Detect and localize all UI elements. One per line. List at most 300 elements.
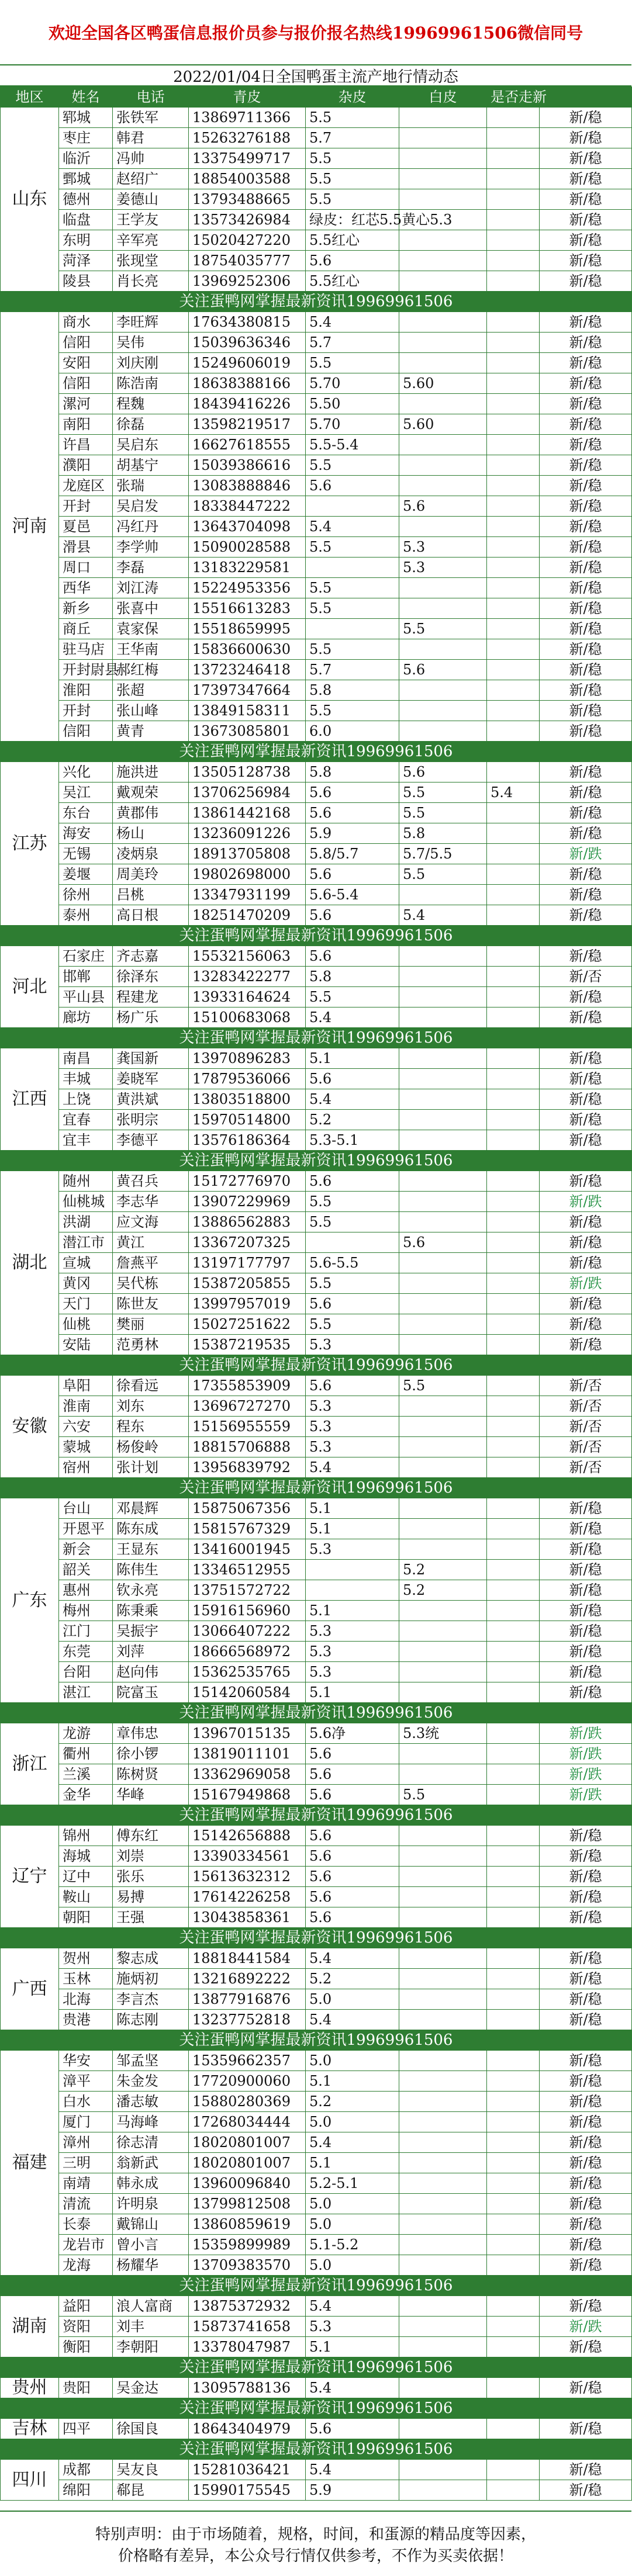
- price-table: [0, 86, 632, 2501]
- cell-city: 鞍山: [59, 1887, 113, 1907]
- cell-mixed-shell: [399, 1498, 487, 1519]
- cell-region: 辽宁: [1, 1826, 59, 1928]
- cell-city: 阜阳: [59, 1376, 113, 1396]
- table-body: [1, 108, 632, 2501]
- table-row: [1, 1826, 632, 1846]
- table-row: [1, 2010, 632, 2030]
- cell-city: 仙桃城: [59, 1192, 113, 1212]
- cell-green-shell: 5.9: [306, 823, 399, 844]
- cell-green-shell: 5.5: [306, 1273, 399, 1294]
- table-row: [1, 1662, 632, 1682]
- cell-phone: 13367207325: [189, 1232, 306, 1253]
- cell-green-shell: 5.5: [306, 987, 399, 1007]
- cell-green-shell: 5.6: [306, 1376, 399, 1396]
- cell-trend: 新/稳: [540, 2337, 632, 2357]
- cell-phone: 15518659995: [189, 619, 306, 639]
- table-row: [1, 2153, 632, 2173]
- promo-banner: 关注蛋鸭网掌握最新资讯19969961506: [1, 1478, 632, 1498]
- cell-city: 商丘: [59, 619, 113, 639]
- cell-phone: 13860859619: [189, 2214, 306, 2235]
- promo-banner-row: [1, 1151, 632, 1171]
- cell-city: 宜丰: [59, 1130, 113, 1151]
- cell-mixed-shell: [399, 108, 487, 128]
- cell-phone: 15039636346: [189, 333, 306, 353]
- cell-white-shell: [487, 1314, 540, 1335]
- table-row: [1, 1232, 632, 1253]
- cell-name: 凌炳泉: [113, 844, 189, 864]
- cell-white-shell: [487, 660, 540, 680]
- cell-mixed-shell: [399, 1171, 487, 1192]
- cell-city: 东莞: [59, 1642, 113, 1662]
- cell-phone: 13956839792: [189, 1457, 306, 1478]
- cell-mixed-shell: [399, 639, 487, 660]
- cell-trend: 新/稳: [540, 1682, 632, 1703]
- header-region: 地区: [1, 87, 59, 108]
- cell-phone: 13723246418: [189, 660, 306, 680]
- cell-phone: 15142656888: [189, 1826, 306, 1846]
- cell-name: 韩君: [113, 128, 189, 148]
- table-row: [1, 1171, 632, 1192]
- cell-green-shell: 5.4: [306, 2132, 399, 2153]
- cell-city: 贺州: [59, 1948, 113, 1969]
- cell-phone: 15039386616: [189, 455, 306, 476]
- cell-phone: 13043858361: [189, 1907, 306, 1928]
- promo-banner: 关注蛋鸭网掌握最新资讯19969961506: [1, 1355, 632, 1376]
- cell-green-shell: 5.4: [306, 1007, 399, 1028]
- cell-mixed-shell: [399, 967, 487, 987]
- cell-phone: 15880280369: [189, 2092, 306, 2112]
- cell-green-shell: 5.3: [306, 1417, 399, 1437]
- cell-trend: 新/稳: [540, 455, 632, 476]
- cell-green-shell: 5.1: [306, 2337, 399, 2357]
- cell-phone: 18020801007: [189, 2132, 306, 2153]
- cell-white-shell: [487, 2010, 540, 2030]
- cell-city: 泰州: [59, 905, 113, 926]
- table-row: [1, 1948, 632, 1969]
- promo-banner: 关注蛋鸭网掌握最新资讯19969961506: [1, 926, 632, 946]
- table-row: [1, 1376, 632, 1396]
- cell-phone: 13236091226: [189, 823, 306, 844]
- cell-mixed-shell: [399, 1969, 487, 1989]
- cell-white-shell: [487, 1723, 540, 1744]
- cell-trend: 新/跌: [540, 1785, 632, 1805]
- cell-green-shell: 5.0: [306, 2051, 399, 2071]
- cell-name: 刘萍: [113, 1642, 189, 1662]
- cell-white-shell: [487, 1130, 540, 1151]
- footer-line-1: 特别声明：由于市场随着，规格，时间，和蛋源的精品度等因素，: [95, 2526, 536, 2543]
- header-city: 姓名: [59, 87, 113, 108]
- cell-city: 黄冈: [59, 1273, 113, 1294]
- cell-trend: 新/稳: [540, 987, 632, 1007]
- cell-name: 杨山: [113, 823, 189, 844]
- cell-white-shell: [487, 1560, 540, 1580]
- promo-banner: 关注蛋鸭网掌握最新资讯19969961506: [1, 292, 632, 312]
- cell-phone: 15873741658: [189, 2317, 306, 2337]
- table-row: [1, 1437, 632, 1457]
- table-row: [1, 333, 632, 353]
- cell-city: 长泰: [59, 2214, 113, 2235]
- cell-white-shell: [487, 2132, 540, 2153]
- cell-phone: 15020427220: [189, 230, 306, 251]
- cell-city: 四平: [59, 2419, 113, 2439]
- cell-city: 廊坊: [59, 1007, 113, 1028]
- cell-white-shell: [487, 1519, 540, 1539]
- cell-mixed-shell: [399, 1887, 487, 1907]
- cell-white-shell: [487, 312, 540, 333]
- cell-name: 张超: [113, 680, 189, 701]
- cell-green-shell: [306, 496, 399, 517]
- cell-city: 信阳: [59, 333, 113, 353]
- cell-white-shell: [487, 210, 540, 230]
- cell-mixed-shell: 5.5: [399, 1785, 487, 1805]
- cell-white-shell: [487, 1744, 540, 1764]
- table-row: [1, 353, 632, 373]
- cell-phone: 15090028588: [189, 537, 306, 558]
- cell-mixed-shell: [399, 1601, 487, 1621]
- cell-green-shell: 5.6: [306, 946, 399, 967]
- table-row: [1, 1846, 632, 1867]
- cell-green-shell: 5.6: [306, 1867, 399, 1887]
- cell-white-shell: [487, 578, 540, 598]
- cell-phone: 13869711366: [189, 108, 306, 128]
- promo-banner-row: [1, 2398, 632, 2419]
- cell-mixed-shell: [399, 2419, 487, 2439]
- cell-mixed-shell: [399, 394, 487, 414]
- cell-region: 浙江: [1, 1723, 59, 1805]
- cell-trend: 新/稳: [540, 783, 632, 803]
- cell-white-shell: [487, 639, 540, 660]
- cell-green-shell: 5.2-5.1: [306, 2173, 399, 2194]
- cell-mixed-shell: [399, 1273, 487, 1294]
- cell-city: 蒙城: [59, 1437, 113, 1457]
- cell-green-shell: 5.1: [306, 1048, 399, 1069]
- cell-name: 易搏: [113, 1887, 189, 1907]
- cell-green-shell: 5.5: [306, 1212, 399, 1232]
- cell-mixed-shell: [399, 1110, 487, 1130]
- cell-trend: 新/稳: [540, 1048, 632, 1069]
- cell-phone: 13819011101: [189, 1744, 306, 1764]
- cell-mixed-shell: [399, 598, 487, 619]
- cell-name: 吕桃: [113, 885, 189, 905]
- cell-name: 黄江: [113, 1232, 189, 1253]
- cell-trend: 新/稳: [540, 2173, 632, 2194]
- cell-mixed-shell: [399, 1948, 487, 1969]
- cell-white-shell: [487, 967, 540, 987]
- table-row: [1, 537, 632, 558]
- promo-banner: 关注蛋鸭网掌握最新资讯19969961506: [1, 2439, 632, 2460]
- cell-mixed-shell: 5.6: [399, 762, 487, 783]
- cell-mixed-shell: [399, 271, 487, 292]
- table-row: [1, 2173, 632, 2194]
- cell-trend: 新/稳: [540, 1519, 632, 1539]
- cell-name: 黄洪斌: [113, 1089, 189, 1110]
- table-row: [1, 2296, 632, 2317]
- cell-trend: 新/稳: [540, 946, 632, 967]
- table-row: [1, 2132, 632, 2153]
- cell-phone: 17614226258: [189, 1887, 306, 1907]
- cell-city: 临沂: [59, 148, 113, 169]
- cell-city: 贵港: [59, 2010, 113, 2030]
- table-row: [1, 1069, 632, 1089]
- cell-green-shell: 5.8/5.7: [306, 844, 399, 864]
- cell-region: 吉林: [1, 2419, 59, 2439]
- cell-green-shell: 5.5: [306, 701, 399, 721]
- cell-mixed-shell: [399, 148, 487, 169]
- cell-city: 东明: [59, 230, 113, 251]
- cell-city: 龙游: [59, 1723, 113, 1744]
- cell-name: 赵向伟: [113, 1662, 189, 1682]
- cell-name: 杨耀华: [113, 2255, 189, 2276]
- cell-green-shell: 5.3: [306, 1437, 399, 1457]
- cell-white-shell: [487, 2112, 540, 2132]
- cell-region: 四川: [1, 2460, 59, 2501]
- cell-trend: 新/稳: [540, 598, 632, 619]
- cell-name: 黄青: [113, 721, 189, 742]
- cell-phone: 17720900060: [189, 2071, 306, 2092]
- cell-name: 张计划: [113, 1457, 189, 1478]
- cell-green-shell: 5.5红心: [306, 230, 399, 251]
- cell-white-shell: [487, 823, 540, 844]
- cell-city: 丰城: [59, 1069, 113, 1089]
- cell-green-shell: 5.5: [306, 108, 399, 128]
- cell-city: 信阳: [59, 721, 113, 742]
- cell-city: 信阳: [59, 373, 113, 394]
- cell-mixed-shell: [399, 1846, 487, 1867]
- cell-phone: 13877916876: [189, 1989, 306, 2010]
- cell-white-shell: [487, 1826, 540, 1846]
- cell-city: 许昌: [59, 435, 113, 455]
- cell-city: 开封: [59, 701, 113, 721]
- cell-region: 江苏: [1, 762, 59, 926]
- cell-white-shell: [487, 2173, 540, 2194]
- cell-white-shell: [487, 1621, 540, 1642]
- table-row: [1, 1785, 632, 1805]
- table-row: [1, 2337, 632, 2357]
- table-row: [1, 1130, 632, 1151]
- cell-phone: 13347931199: [189, 885, 306, 905]
- table-row: [1, 721, 632, 742]
- cell-city: 开封: [59, 496, 113, 517]
- cell-green-shell: 5.2: [306, 2092, 399, 2112]
- cell-mixed-shell: [399, 1396, 487, 1417]
- cell-trend: 新/稳: [540, 2010, 632, 2030]
- cell-phone: 13967015135: [189, 1723, 306, 1744]
- cell-green-shell: 5.3: [306, 1539, 399, 1560]
- promo-banner-row: [1, 742, 632, 762]
- table-row: [1, 496, 632, 517]
- table-row: [1, 1212, 632, 1232]
- cell-city: 北海: [59, 1989, 113, 2010]
- cell-city: 滑县: [59, 537, 113, 558]
- cell-mixed-shell: 5.5: [399, 783, 487, 803]
- cell-white-shell: [487, 558, 540, 578]
- cell-white-shell: [487, 1417, 540, 1437]
- table-row: [1, 2480, 632, 2501]
- cell-trend: 新/稳: [540, 823, 632, 844]
- table-row: [1, 1560, 632, 1580]
- cell-trend: 新/稳: [540, 108, 632, 128]
- cell-trend: 新/稳: [540, 864, 632, 885]
- cell-city: 开封尉县: [59, 660, 113, 680]
- cell-city: 漯河: [59, 394, 113, 414]
- cell-phone: 15516613283: [189, 598, 306, 619]
- cell-trend: 新/跌: [540, 844, 632, 864]
- cell-trend: 新/稳: [540, 128, 632, 148]
- cell-trend: 新/稳: [540, 1539, 632, 1560]
- cell-trend: 新/稳: [540, 619, 632, 639]
- table-row: [1, 1273, 632, 1294]
- cell-name: 程魏: [113, 394, 189, 414]
- cell-city: 濮阳: [59, 455, 113, 476]
- cell-green-shell: 5.5: [306, 169, 399, 189]
- cell-phone: 13216892222: [189, 1969, 306, 1989]
- cell-mixed-shell: [399, 2092, 487, 2112]
- cell-mixed-shell: [399, 476, 487, 496]
- cell-mixed-shell: [399, 2235, 487, 2255]
- cell-phone: 13706256984: [189, 783, 306, 803]
- cell-phone: 15281036421: [189, 2460, 306, 2480]
- cell-phone: 18815706888: [189, 1437, 306, 1457]
- cell-trend: 新/否: [540, 1457, 632, 1478]
- cell-trend: 新/稳: [540, 2153, 632, 2173]
- table-row: [1, 680, 632, 701]
- cell-name: 李朝阳: [113, 2337, 189, 2357]
- cell-white-shell: 5.4: [487, 783, 540, 803]
- table-row: [1, 1396, 632, 1417]
- cell-region: 山东: [1, 108, 59, 292]
- cell-city: 漳平: [59, 2071, 113, 2092]
- cell-phone: 15172776970: [189, 1171, 306, 1192]
- cell-city: 洪湖: [59, 1212, 113, 1232]
- cell-green-shell: 5.4: [306, 1089, 399, 1110]
- cell-name: 姜德山: [113, 189, 189, 210]
- cell-region: 广东: [1, 1498, 59, 1703]
- cell-name: 李德平: [113, 1130, 189, 1151]
- header-white-shell: 是否走新: [487, 87, 540, 108]
- cell-phone: 13183229581: [189, 558, 306, 578]
- cell-name: 戴锦山: [113, 2214, 189, 2235]
- table-row: [1, 1969, 632, 1989]
- cell-white-shell: [487, 1457, 540, 1478]
- cell-white-shell: [487, 128, 540, 148]
- cell-city: 商水: [59, 312, 113, 333]
- cell-phone: 13875372932: [189, 2296, 306, 2317]
- cell-trend: 新/稳: [540, 2235, 632, 2255]
- cell-city: 白水: [59, 2092, 113, 2112]
- cell-city: 宜春: [59, 1110, 113, 1130]
- cell-green-shell: 5.6: [306, 783, 399, 803]
- cell-phone: 13907229969: [189, 1192, 306, 1212]
- table-row: [1, 1764, 632, 1785]
- cell-name: 刘庆刚: [113, 353, 189, 373]
- cell-green-shell: 5.9: [306, 2480, 399, 2501]
- cell-region: 福建: [1, 2051, 59, 2276]
- cell-trend: 新/稳: [540, 312, 632, 333]
- cell-mixed-shell: [399, 2051, 487, 2071]
- cell-trend: 新/稳: [540, 1089, 632, 1110]
- cell-city: 淮阳: [59, 680, 113, 701]
- cell-green-shell: 5.1: [306, 2071, 399, 2092]
- cell-green-shell: 5.3-5.1: [306, 1130, 399, 1151]
- cell-name: 吴金达: [113, 2378, 189, 2398]
- table-row: [1, 701, 632, 721]
- cell-trend: 新/稳: [540, 1130, 632, 1151]
- cell-trend: 新/稳: [540, 210, 632, 230]
- page-title: 欢迎全国各区鸭蛋信息报价员参与报价报名热线19969961506微信同号: [0, 0, 631, 65]
- cell-name: 徐国良: [113, 2419, 189, 2439]
- cell-green-shell: 5.4: [306, 1948, 399, 1969]
- cell-name: 冯帅: [113, 148, 189, 169]
- cell-phone: 16627618555: [189, 435, 306, 455]
- cell-trend: 新/稳: [540, 230, 632, 251]
- table-row: [1, 905, 632, 926]
- promo-banner-row: [1, 2357, 632, 2378]
- cell-city: 绵阳: [59, 2480, 113, 2501]
- cell-phone: 13803518800: [189, 1089, 306, 1110]
- cell-name: 徐泽东: [113, 967, 189, 987]
- promo-banner: 关注蛋鸭网掌握最新资讯19969961506: [1, 2276, 632, 2296]
- cell-name: 张明宗: [113, 1110, 189, 1130]
- cell-city: 三明: [59, 2153, 113, 2173]
- table-row: [1, 762, 632, 783]
- cell-green-shell: 5.6: [306, 1744, 399, 1764]
- cell-phone: 13970896283: [189, 1048, 306, 1069]
- cell-name: 陈浩南: [113, 373, 189, 394]
- cell-name: 徐志清: [113, 2132, 189, 2153]
- cell-mixed-shell: [399, 680, 487, 701]
- cell-white-shell: [487, 1212, 540, 1232]
- cell-phone: 17397347664: [189, 680, 306, 701]
- cell-trend: 新/稳: [540, 1948, 632, 1969]
- cell-white-shell: [487, 353, 540, 373]
- cell-mixed-shell: [399, 1417, 487, 1437]
- cell-phone: 13849158311: [189, 701, 306, 721]
- cell-mixed-shell: 5.8: [399, 823, 487, 844]
- cell-white-shell: [487, 2460, 540, 2480]
- cell-phone: 15990175545: [189, 2480, 306, 2501]
- cell-green-shell: 5.5: [306, 1314, 399, 1335]
- table-row: [1, 128, 632, 148]
- promo-banner: 关注蛋鸭网掌握最新资讯19969961506: [1, 1151, 632, 1171]
- cell-trend: 新/稳: [540, 169, 632, 189]
- table-row: [1, 1989, 632, 2010]
- cell-city: 厦门: [59, 2112, 113, 2132]
- cell-green-shell: 5.0: [306, 1989, 399, 2010]
- cell-name: 陈东成: [113, 1519, 189, 1539]
- cell-trend: 新/稳: [540, 2112, 632, 2132]
- cell-trend: 新/稳: [540, 2071, 632, 2092]
- cell-city: 郓城: [59, 108, 113, 128]
- cell-phone: 18854003588: [189, 169, 306, 189]
- cell-city: 安阳: [59, 353, 113, 373]
- table-row: [1, 1007, 632, 1028]
- cell-name: 刘丰: [113, 2317, 189, 2337]
- cell-name: 刘江涛: [113, 578, 189, 598]
- cell-white-shell: [487, 1396, 540, 1417]
- promo-banner: 关注蛋鸭网掌握最新资讯19969961506: [1, 1028, 632, 1048]
- cell-phone: 15815767329: [189, 1519, 306, 1539]
- table-row: [1, 803, 632, 823]
- cell-white-shell: [487, 1273, 540, 1294]
- cell-phone: 13416001945: [189, 1539, 306, 1560]
- table-row: [1, 1457, 632, 1478]
- cell-white-shell: [487, 435, 540, 455]
- cell-phone: 18638388166: [189, 373, 306, 394]
- cell-trend: 新/稳: [540, 1867, 632, 1887]
- cell-city: 资阳: [59, 2317, 113, 2337]
- cell-mixed-shell: [399, 1007, 487, 1028]
- cell-phone: 13375499717: [189, 148, 306, 169]
